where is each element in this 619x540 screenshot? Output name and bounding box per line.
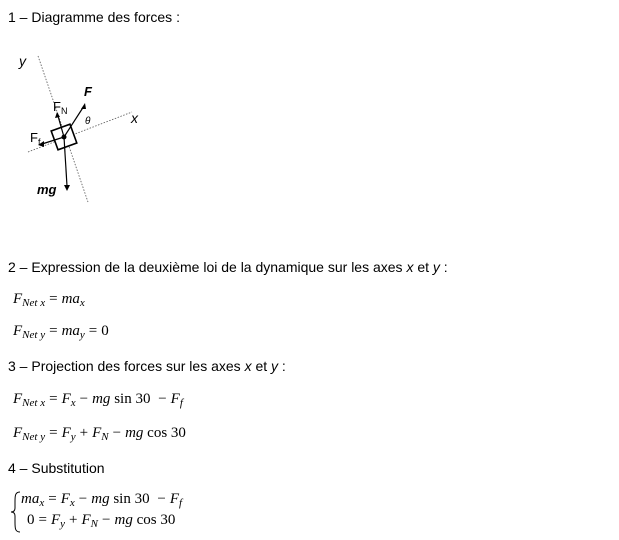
section-1-title: 1 – Diagramme des forces : bbox=[8, 9, 180, 25]
system-equation-2: $0 = F_y + F_N$ − mg cos 30 bbox=[27, 512, 176, 530]
section-2-title: 2 – Expression de la deuxième loi de la dynamique sur les axes x et y : bbox=[8, 259, 448, 275]
force-mg-label: mg bbox=[37, 182, 57, 197]
force-Ff-label: $F_f$ bbox=[30, 130, 41, 147]
force-mg-arrowhead bbox=[64, 185, 70, 191]
axis-y-label: y bbox=[19, 53, 26, 69]
equation-projection-x: $F_{Net x} = F_x$ − mg $\sin 30 - F_f$ bbox=[13, 391, 183, 409]
equation-net-y: $F_{Net y} = ma_y = 0$ bbox=[13, 323, 109, 341]
section-4-title: 4 – Substitution bbox=[8, 460, 105, 476]
system-equation-1: $ma_x = F_x$ − mg $\sin 30 - F_f$ bbox=[21, 491, 183, 509]
axis-x-label: x bbox=[131, 110, 138, 126]
section-3-title: 3 – Projection des forces sur les axes x et y : bbox=[8, 358, 286, 374]
force-diagram bbox=[0, 40, 200, 215]
force-F-arrowhead bbox=[81, 103, 86, 109]
force-FN-label: $F_N$ bbox=[53, 99, 68, 116]
angle-theta-label: θ bbox=[85, 116, 91, 127]
force-F-label: F bbox=[84, 84, 92, 99]
equation-projection-y: $F_{Net y} = F_y + F_N$ − mg cos 30 bbox=[13, 425, 186, 443]
equation-net-x: $F_{Net x} = ma_x$ bbox=[13, 291, 85, 309]
